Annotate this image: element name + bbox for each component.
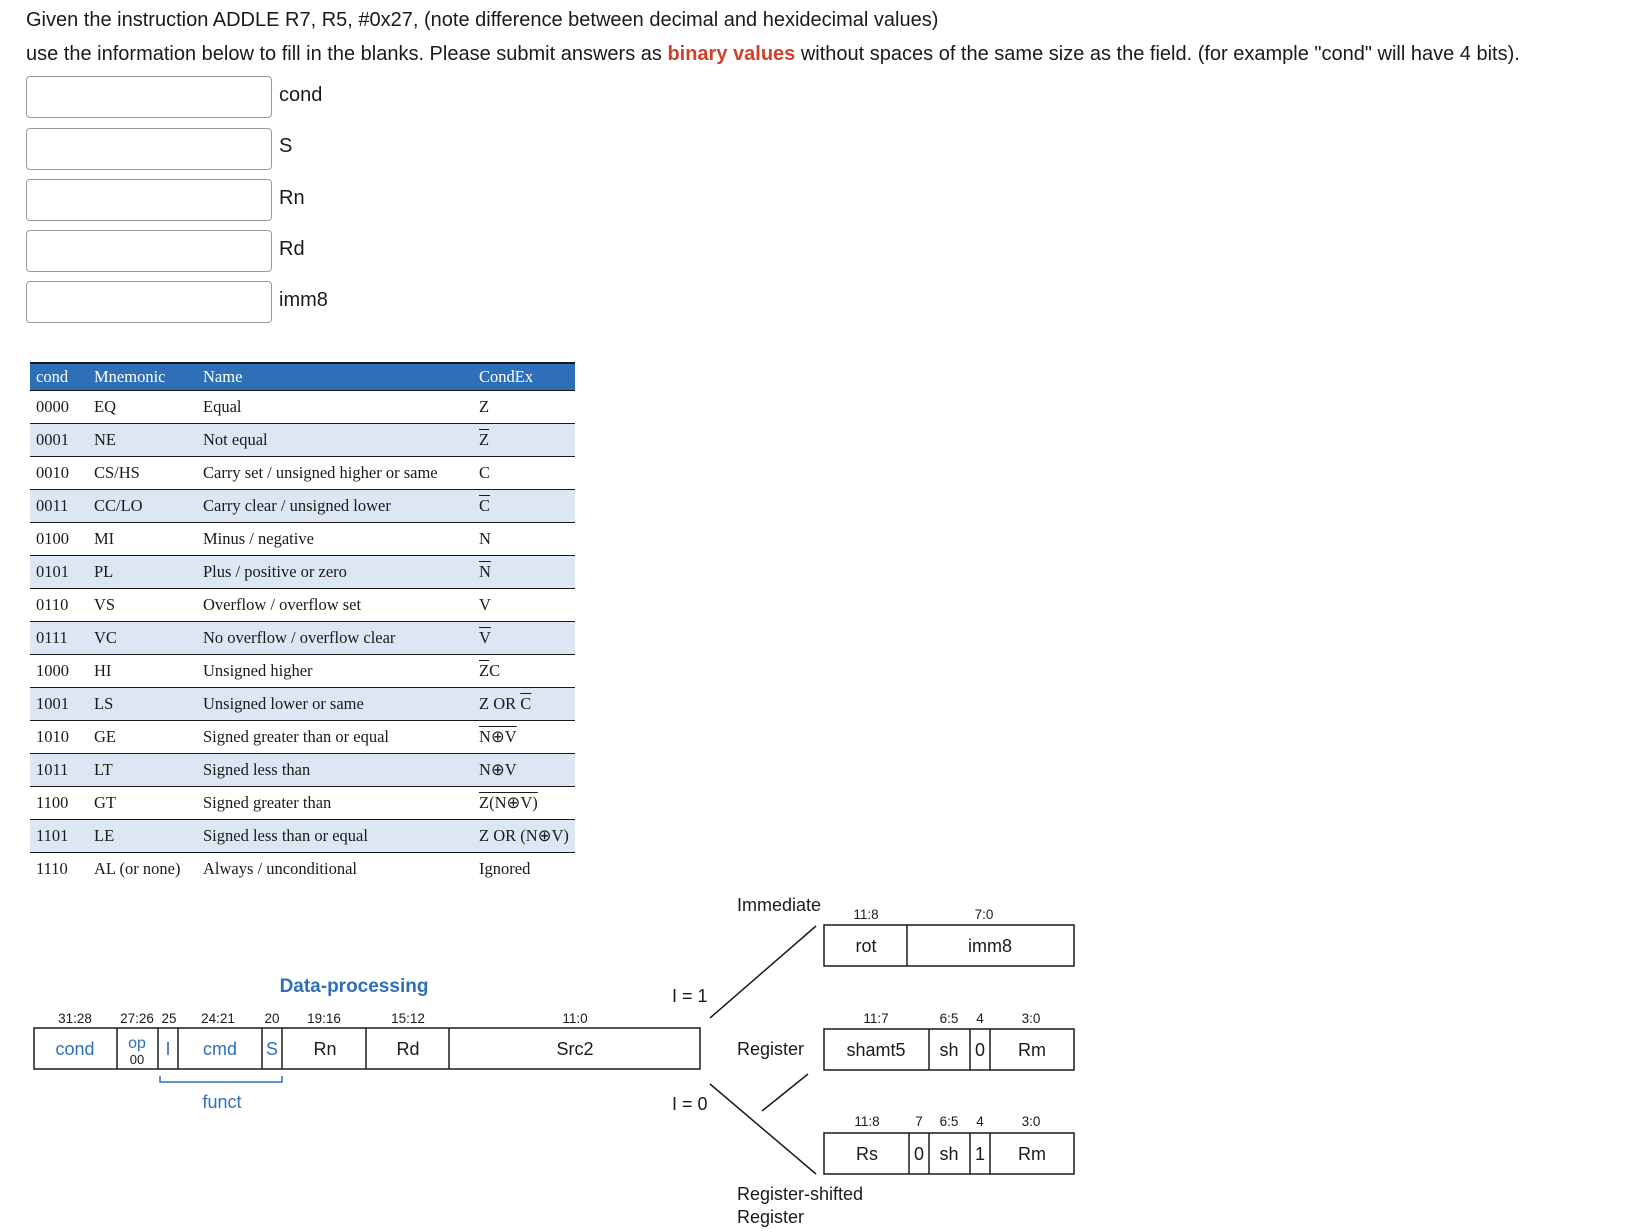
cell-name: Plus / positive or zero [197, 556, 473, 589]
cell-name: Minus / negative [197, 523, 473, 556]
question-line-1: Given the instruction ADDLE R7, R5, #0x27, (note difference between decimal and hexidecimal values) [26, 9, 939, 31]
condex-post: Z OR (N⊕V) [479, 826, 569, 845]
field-i: I [165, 1039, 171, 1059]
cell-mnemonic: EQ [88, 391, 197, 424]
register-label: Register [737, 1039, 805, 1059]
cell-mnemonic: LS [88, 688, 197, 721]
cell-mnemonic: AL (or none) [94, 859, 181, 878]
i-equals-0-label: I = 0 [672, 1094, 708, 1114]
imm-field-imm8: imm8 [968, 936, 1012, 956]
field-s: S [265, 1039, 279, 1059]
condex-post: N [479, 529, 491, 548]
rsr-bit-7: 7 [915, 1114, 923, 1129]
field-rn: Rn [313, 1039, 337, 1059]
header-name: Name [197, 363, 473, 391]
condex-post: Z [479, 397, 490, 416]
cell-cond: 0010 [30, 457, 88, 490]
reg-field-sh: sh [939, 1040, 959, 1060]
bit-27-26: 27:26 [120, 1011, 154, 1026]
field-cmd: cmd [202, 1039, 238, 1059]
condex-pre: Z OR [479, 694, 521, 713]
cell-name: Carry clear / unsigned lower [197, 490, 473, 523]
reg-field-shamt5: shamt5 [846, 1040, 906, 1060]
funct-label: funct [202, 1092, 242, 1112]
cell-cond: 0011 [30, 490, 88, 523]
condex-bar: $\overline{V}$ [479, 628, 491, 647]
condex-post: V [479, 595, 491, 614]
cell-name: Equal [197, 391, 473, 424]
rd-input-label: Rd [279, 238, 305, 260]
rsr-bit-4: 4 [976, 1114, 984, 1129]
binary-values-emphasis: binary values [667, 43, 796, 65]
cell-mnemonic: PL [88, 556, 197, 589]
field-op-value: 00 [129, 1052, 145, 1067]
imm-bit-11-8: 11:8 [853, 907, 879, 922]
condex-bar: $\overline{C}$ [479, 496, 491, 515]
cell-cond: 0100 [30, 523, 88, 556]
cell-mnemonic: LT [88, 754, 197, 787]
reg-bit-11-7: 11:7 [863, 1011, 889, 1026]
register-shifted-label-line1: Register-shifted [737, 1184, 864, 1204]
funct-bracket [160, 1076, 282, 1082]
question-line-2-end: without spaces of the same size as the field. (for example "cond" will have 4 bits). [795, 43, 1520, 65]
field-rd: Rd [396, 1039, 420, 1059]
cell-name: Overflow / overflow set [197, 589, 473, 622]
field-op: op [128, 1035, 146, 1052]
cell-cond: 0111 [30, 622, 88, 655]
cell-cond: 1010 [30, 721, 88, 754]
cell-name: Unsigned higher [197, 655, 473, 688]
cell-cond: 0101 [30, 556, 88, 589]
rsr-bit-3-0: 3:0 [1021, 1114, 1041, 1129]
cond-input-label: cond [279, 84, 323, 106]
rsr-bit-6-5: 6:5 [939, 1114, 959, 1129]
header-cond: cond [30, 363, 88, 391]
s-input-label: S [279, 135, 293, 157]
cell-cond: 1000 [30, 655, 88, 688]
condex-bar: N⊕V [479, 727, 517, 746]
cell-mnemonic: CS/HS [88, 457, 197, 490]
bit-20: 20 [264, 1011, 280, 1026]
bit-31-28: 31:28 [58, 1011, 92, 1026]
condex-bar: Z(N⊕V) [479, 793, 538, 812]
cell-mnemonic: CC/LO [88, 490, 197, 523]
i-equals-1-label: I = 1 [672, 986, 708, 1006]
bit-25: 25 [161, 1011, 177, 1026]
condex-post: Ignored [479, 859, 531, 878]
reg-bit-3-0: 3:0 [1021, 1011, 1041, 1026]
cell-mnemonic: HI [88, 655, 197, 688]
condex-post: C [479, 463, 491, 482]
rsr-field-rs: Rs [856, 1144, 878, 1164]
rsr-field-one: 1 [974, 1144, 986, 1164]
bit-15-12: 15:12 [391, 1011, 425, 1026]
cell-name: Signed greater than or equal [197, 721, 473, 754]
rsr-field-zero: 0 [913, 1144, 925, 1164]
cell-mnemonic: MI [88, 523, 197, 556]
condex-post: C [489, 661, 501, 680]
question-line-2-start: use the information below to fill in the blanks. Please submit answers as [26, 43, 668, 65]
register-shifted-label-line2: Register [737, 1207, 805, 1227]
cell-cond: 1100 [30, 787, 88, 820]
reg-bit-4: 4 [976, 1011, 984, 1026]
cell-mnemonic: GE [88, 721, 197, 754]
cell-name: Not equal [197, 424, 473, 457]
reg-field-rm: Rm [1018, 1040, 1046, 1060]
cell-name: Signed less than [197, 754, 473, 787]
condex-bar: $\overline{Z}$ [479, 430, 490, 449]
cell-mnemonic: NE [88, 424, 197, 457]
cell-cond: 0001 [30, 424, 88, 457]
rsr-field-sh: sh [939, 1144, 959, 1164]
imm-bit-7-0: 7:0 [974, 907, 994, 922]
imm8-input-label: imm8 [279, 289, 328, 311]
cell-mnemonic: VC [88, 622, 197, 655]
field-cond: cond [55, 1039, 95, 1059]
cell-cond: 0110 [30, 589, 88, 622]
condex-post: N⊕V [479, 760, 517, 779]
cell-mnemonic: LE [88, 820, 197, 853]
condex-bar: $\overline{C}$ [520, 694, 532, 713]
cell-cond: 1101 [30, 820, 88, 853]
header-condex: CondEx [473, 363, 575, 391]
cell-name: Carry set / unsigned higher or same [197, 457, 473, 490]
cell-name: Signed less than or equal [197, 820, 473, 853]
cell-cond: 0000 [30, 391, 88, 424]
rsr-bit-11-8: 11:8 [854, 1114, 880, 1129]
imm-field-rot: rot [855, 936, 877, 956]
field-src2: Src2 [556, 1039, 594, 1059]
cell-name: Signed greater than [197, 787, 473, 820]
diagram-title: Data-processing [279, 976, 429, 997]
cell-mnemonic: VS [88, 589, 197, 622]
cell-cond: 1011 [30, 754, 88, 787]
bit-11-0: 11:0 [562, 1011, 588, 1026]
cell-cond: 1110 [36, 859, 68, 878]
immediate-label: Immediate [737, 895, 822, 915]
header-mnemonic: Mnemonic [88, 363, 197, 391]
reg-bit-6-5: 6:5 [939, 1011, 959, 1026]
bit-24-21: 24:21 [201, 1011, 235, 1026]
rsr-field-rm: Rm [1018, 1144, 1046, 1164]
cell-mnemonic: GT [88, 787, 197, 820]
rn-input-label: Rn [279, 187, 305, 209]
condex-bar: $\overline{Z}$ [479, 661, 490, 680]
cell-name: Always / unconditional [203, 859, 357, 878]
bit-19-16: 19:16 [307, 1011, 341, 1026]
cell-name: No overflow / overflow clear [197, 622, 473, 655]
condex-bar: $\overline{N}$ [479, 562, 491, 581]
cell-name: Unsigned lower or same [197, 688, 473, 721]
reg-field-zero: 0 [974, 1040, 986, 1060]
cell-cond: 1001 [30, 688, 88, 721]
